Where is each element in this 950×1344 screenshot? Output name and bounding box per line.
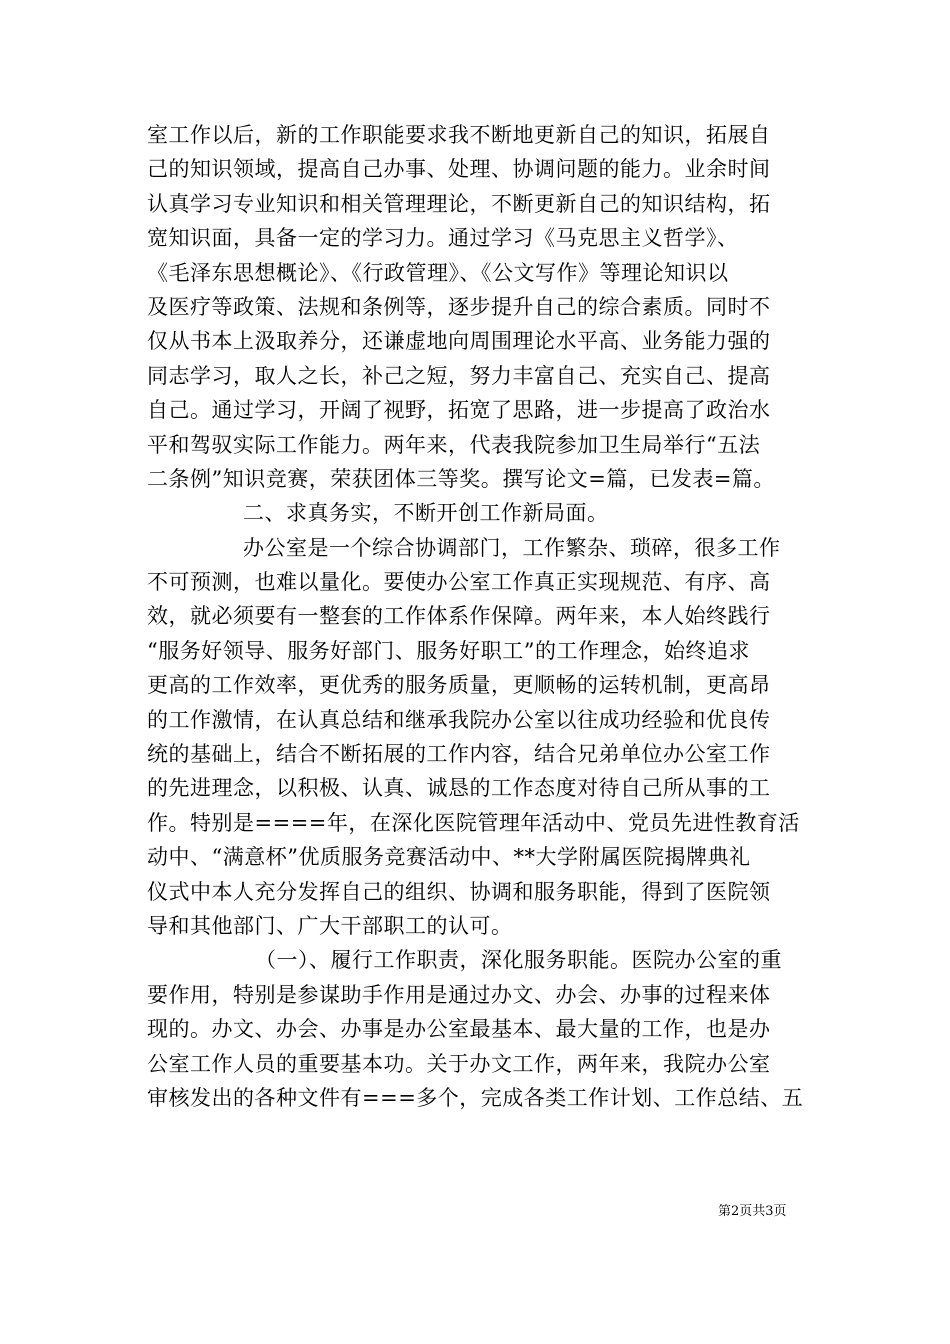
- text-line: 的工作激情，在认真总结和继承我院办公室以往成功经验和优良传: [147, 707, 771, 732]
- text-line: 公室工作人员的重要基本功。关于办文工作，两年来，我院办公室: [147, 1051, 771, 1076]
- text-line: 动中、“满意杯”优质服务竞赛活动中、**大学附属医院揭牌典礼: [147, 845, 751, 870]
- text-line: 《毛泽东思想概论》、《行政管理》、《公文写作》等理论知识以: [147, 260, 729, 285]
- text-line: 效，就必须要有一整套的工作体系作保障。两年来，本人始终践行: [147, 604, 771, 629]
- text-line: 二条例”知识竞赛，荣获团体三等奖。撰写论文=篇，已发表=篇。: [147, 466, 775, 491]
- text-line: 室工作以后，新的工作职能要求我不断地更新自己的知识，拓展自: [147, 123, 771, 147]
- text-line: 要作用，特别是参谋助手作用是通过办文、办会、办事的过程来体: [147, 982, 771, 1007]
- text-line: 二、求真务实，不断开创工作新局面。: [243, 501, 609, 526]
- text-line: 自己。通过学习，开阔了视野，拓宽了思路，进一步提高了政治水: [147, 398, 771, 423]
- text-line: 同志学习，取人之长，补己之短，努力丰富自己、充实自己、提高: [147, 363, 771, 388]
- text-line: 审核发出的各种文件有===多个，完成各类工作计划、工作总结、五: [147, 1085, 804, 1110]
- text-line: 作。特别是====年，在深化医院管理年活动中、党员先进性教育活: [147, 810, 800, 835]
- text-line: 仅从书本上汲取养分，还谦虚地向周围理论水平高、业务能力强的: [147, 329, 771, 354]
- body-text: [147, 118, 807, 1115]
- text-line: 的先进理念，以积极、认真、诚恳的工作态度对待自己所从事的工: [147, 776, 771, 801]
- text-line: 及医疗等政策、法规和条例等，逐步提升自己的综合素质。同时不: [147, 294, 771, 319]
- text-line: 仪式中本人充分发挥自己的组织、协调和服务职能，得到了医院领: [147, 879, 771, 904]
- text-line: 平和驾驭实际工作能力。两年来，代表我院参加卫生局举行“五法: [147, 432, 761, 457]
- text-line: 己的知识领域，提高自己办事、处理、协调问题的能力。业余时间: [147, 157, 771, 182]
- text-line: 宽知识面，具备一定的学习力。通过学习《马克思主义哲学》、: [147, 226, 739, 251]
- text-line: “服务好领导、服务好部门、服务好职工”的工作理念，始终追求: [147, 638, 750, 663]
- text-line: 更高的工作效率，更优秀的服务质量，更顺畅的运转机制，更高昂: [147, 673, 771, 698]
- text-line: 认真学习专业知识和相关管理理论，不断更新自己的知识结构，拓: [147, 191, 771, 216]
- text-line: 不可预测，也难以量化。要使办公室工作真正实现规范、有序、高: [147, 570, 771, 595]
- text-line: （一）、履行工作职责，深化服务职能。医院办公室的重: [255, 948, 782, 973]
- text-line: 办公室是一个综合协调部门，工作繁杂、琐碎，很多工作: [243, 535, 781, 560]
- text-line: 现的。办文、办会、办事是办公室最基本、最大量的工作，也是办: [147, 1017, 771, 1042]
- text-line: 导和其他部门、广大干部职工的认可。: [147, 913, 513, 938]
- text-line: 统的基础上，结合不断拓展的工作内容，结合兄弟单位办公室工作: [147, 742, 771, 767]
- page-number: 第2页共3页: [718, 1204, 787, 1219]
